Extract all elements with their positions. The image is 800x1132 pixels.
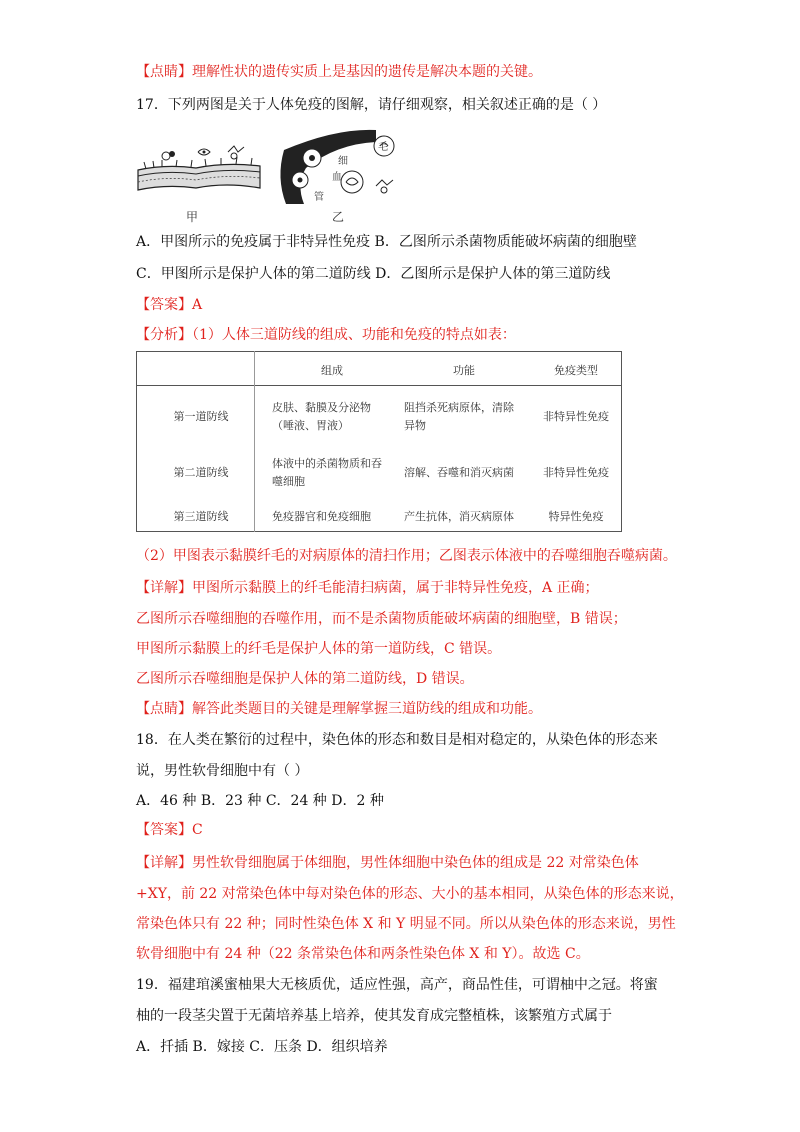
q18-stem-2: 说，男性软骨细胞中有（ ） (136, 763, 309, 779)
table-header-cell: 组成 (321, 364, 343, 377)
answer-tag: 【答案】 (136, 822, 192, 838)
answer-value: C (192, 822, 203, 838)
q18-detail-3: 常染色体只有 22 种；同时性染色体 X 和 Y 明显不同。所以从染色体的形态来说，男性 (136, 916, 676, 932)
q17-tip (136, 699, 542, 719)
figure-b-label: 乙 (332, 210, 345, 224)
table-cell-composition: 皮肤、黏膜及分泌物（唾液、胃液） (272, 401, 371, 433)
q17-detail-1 (136, 578, 599, 598)
table-row (136, 389, 622, 445)
q17-stem: 17．下列两图是关于人体免疫的图解，请仔细观察，相关叙述正确的是（ ） (136, 97, 607, 113)
q17-detail-2: 乙图所示吞噬细胞的吞噬作用，而不是杀菌物质能破坏病菌的细胞壁，B 错误； (136, 611, 627, 627)
table-header-cell: 功能 (453, 364, 475, 377)
q18-detail-4: 软骨细胞中有 24 种（22 条常染色体和两条性染色体 X 和 Y）。故选 C。 (136, 946, 590, 962)
q18-answer (136, 820, 203, 840)
q17-detail-4: 乙图所示吞噬细胞是保护人体的第二道防线，D 错误。 (136, 671, 474, 687)
table-cell-function: 产生抗体，消灭病原体 (404, 509, 514, 523)
table-header-row (136, 351, 622, 389)
q17-figure (136, 122, 406, 222)
tip-tag: 【点睛】 (136, 701, 192, 717)
immune-illustration (136, 122, 406, 222)
defense-table (136, 351, 622, 532)
q19-options: A．扦插 B．嫁接 C．压条 D．组织培养 (136, 1039, 388, 1055)
figure-b-word-guan: 管 (314, 192, 324, 203)
q19-stem-1: 19．福建琯溪蜜柚果大无核质优，适应性强，高产，商品性佳，可谓柚中之冠。将蜜 (136, 977, 658, 993)
detail-text: 甲图所示黏膜上的纤毛能清扫病菌，属于非特异性免疫，A 正确； (192, 580, 599, 596)
table-cell-type: 特异性免疫 (548, 509, 604, 523)
figure-b-word-mao: 毛 (378, 142, 388, 153)
table-cell-function: 溶解、吞噬和消灭病菌 (404, 466, 514, 480)
q17-analysis (136, 325, 516, 345)
table-cell-type: 非特异性免疫 (543, 466, 609, 480)
detail-tag: 【详解】 (136, 855, 192, 871)
q17-options-ab: A．甲图所示的免疫属于非特异性免疫 B．乙图所示杀菌物质能破坏病菌的细胞壁 (136, 234, 637, 250)
q16-tip (136, 62, 542, 82)
q18-options: A．46 种 B．23 种 C．24 种 D．2 种 (136, 793, 384, 809)
figure-b-word-xue: 血 (332, 172, 342, 183)
table-row-name: 第二道防线 (173, 466, 229, 480)
q17-analysis-2: （2）甲图表示黏膜纤毛的对病原体的清扫作用；乙图表示体液中的吞噬细胞吞噬病菌。 (136, 548, 677, 564)
analysis-tag: 【分析】 (136, 327, 192, 343)
q18-detail-1 (136, 853, 639, 873)
table-header-cell: 免疫类型 (554, 364, 598, 377)
table-cell-function: 阻挡杀死病原体，清除异物 (404, 401, 514, 433)
tip-tag: 【点睛】 (136, 64, 192, 80)
q17-answer (136, 295, 202, 315)
figure-b-word-xi: 细 (338, 156, 348, 167)
q18-detail-2: +XY，前 22 对常染色体中每对染色体的形态、大小的基本相同，从染色体的形态来说， (136, 886, 684, 902)
tip-text: 理解性状的遗传实质上是基因的遗传是解决本题的关键。 (192, 64, 542, 80)
analysis-text: （1）人体三道防线的组成、功能和免疫的特点如表： (192, 327, 516, 343)
table-header-cell (136, 351, 266, 389)
tip-text: 解答此类题目的关键是理解掌握三道防线的组成和功能。 (192, 701, 542, 717)
table-cell-composition: 免疫器官和免疫细胞 (272, 509, 371, 523)
table-cell-type: 非特异性免疫 (543, 410, 609, 424)
figure-a-label: 甲 (186, 210, 199, 224)
q17-options-cd: C．甲图所示是保护人体的第二道防线 D．乙图所示是保护人体的第三道防线 (136, 266, 611, 282)
table-row-name: 第三道防线 (173, 509, 229, 523)
q17-detail-3: 甲图所示黏膜上的纤毛是保护人体的第一道防线，C 错误。 (136, 641, 502, 657)
detail-text: 男性软骨细胞属于体细胞，男性体细胞中染色体的组成是 22 对常染色体 (192, 855, 639, 871)
answer-value: A (192, 297, 203, 313)
table-cell-composition: 体液中的杀菌物质和吞噬细胞 (272, 457, 382, 489)
answer-tag: 【答案】 (136, 297, 192, 313)
table-row-name: 第一道防线 (173, 410, 229, 424)
detail-tag: 【详解】 (136, 580, 192, 596)
q18-stem-1: 18．在人类在繁衍的过程中，染色体的形态和数目是相对稳定的，从染色体的形态来 (136, 732, 658, 748)
table-row (136, 445, 622, 501)
figure-a-mucosa (138, 146, 260, 190)
q19-stem-2: 柚的一段茎尖置于无菌培养基上培养，使其发育成完整植株，该繁殖方式属于 (136, 1008, 612, 1024)
table-row (136, 501, 622, 532)
